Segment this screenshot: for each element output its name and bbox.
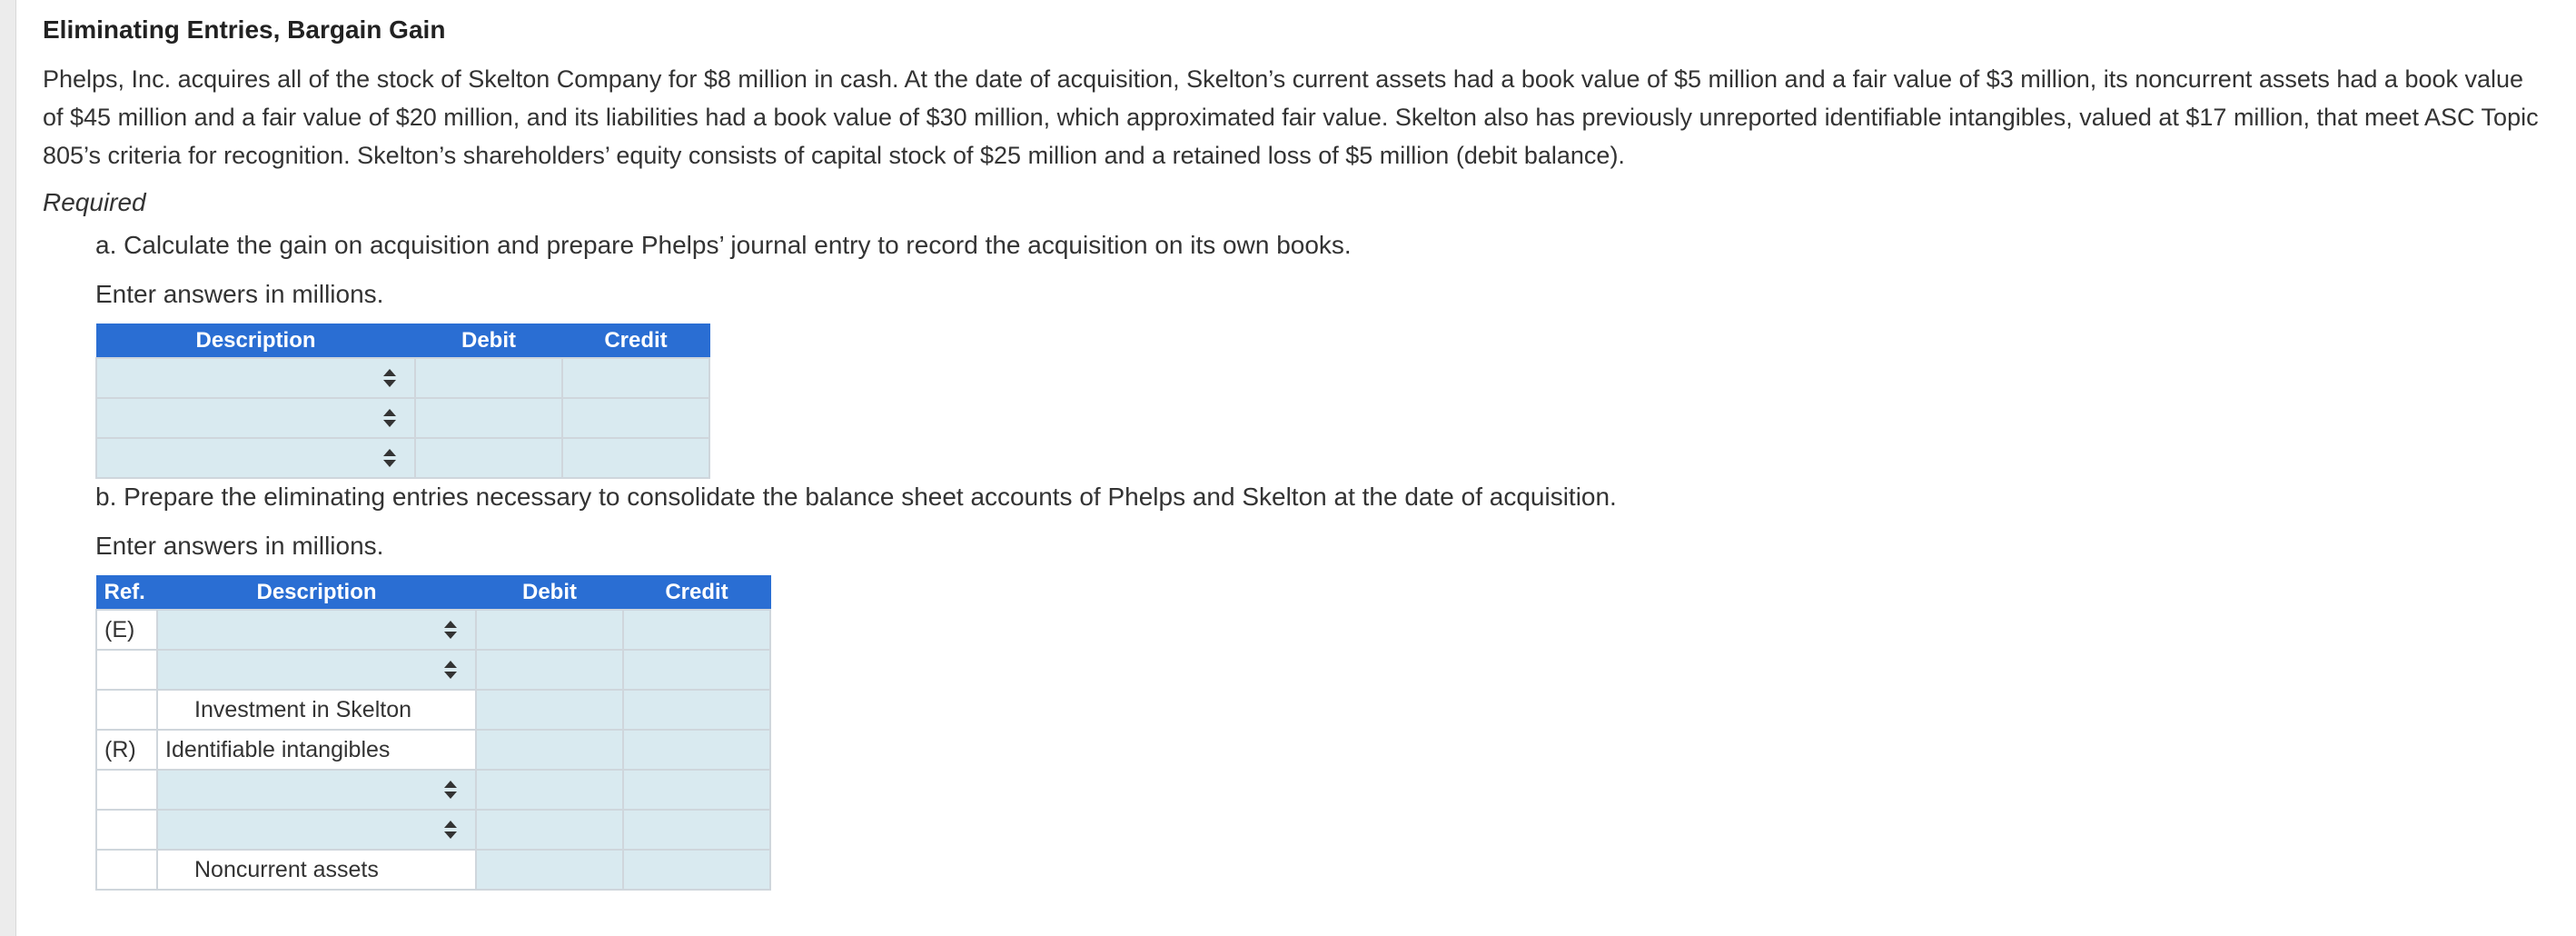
page [15, 0, 2576, 936]
debit-input[interactable] [476, 770, 623, 810]
part-b-row [96, 730, 770, 770]
credit-input[interactable] [562, 358, 709, 398]
credit-input[interactable] [562, 438, 709, 478]
row-ref: (R) [96, 730, 157, 770]
account-select[interactable] [96, 358, 415, 398]
credit-input[interactable] [623, 650, 770, 690]
problem-text: Phelps, Inc. acquires all of the stock of Skelton Company for $8 million in cash. At the date of acquisition, Skelton’s current assets had a book value of $5 million and a fair value of $3 million, its noncurrent assets had a book value of $45 million and a fair value of $20 million, and its liabilities had a book value of $30 million, which approximated fair value. Skelton also has previously unreported identifiable intangibles, valued at $17 million, that meet ASC Topic 805’s criteria for recognition. Skelton’s shareholders’ equity consists of capital stock of $25 million and a retained loss of $5 million (debit balance). [43, 65, 2539, 169]
select-arrows-icon [383, 369, 396, 387]
select-arrows-icon [444, 821, 457, 839]
debit-input[interactable] [415, 398, 562, 438]
row-ref [96, 690, 157, 730]
problem-content [43, 13, 2550, 891]
account-select[interactable] [96, 398, 415, 438]
credit-input[interactable] [623, 730, 770, 770]
part-a-row [96, 438, 709, 478]
part-a-credit-header: Credit [562, 324, 709, 359]
select-arrows-icon [444, 621, 457, 639]
account-select[interactable] [157, 810, 476, 850]
part-a-row [96, 358, 709, 398]
part-a-question: a. Calculate the gain on acquisition and prepare Phelps’ journal entry to record the acquisition on its own books. [95, 231, 1352, 259]
problem-title: Eliminating Entries, Bargain Gain [43, 15, 446, 44]
account-select[interactable] [157, 610, 476, 650]
part-a-journal-table [95, 324, 710, 479]
credit-input[interactable] [623, 610, 770, 650]
part-b-note: Enter answers in millions. [95, 532, 384, 560]
debit-input[interactable] [415, 438, 562, 478]
part-b-debit-header: Debit [476, 576, 623, 611]
debit-input[interactable] [476, 850, 623, 890]
part-a-description-header: Description [96, 324, 415, 359]
part-b-description-header: Description [157, 576, 476, 611]
part-a-note: Enter answers in millions. [95, 280, 384, 308]
credit-input[interactable] [623, 690, 770, 730]
credit-input[interactable] [623, 770, 770, 810]
debit-input[interactable] [476, 690, 623, 730]
credit-input[interactable] [623, 850, 770, 890]
row-ref [96, 810, 157, 850]
row-ref [96, 850, 157, 890]
row-ref [96, 650, 157, 690]
account-label: Noncurrent assets [157, 850, 476, 890]
account-select[interactable] [157, 650, 476, 690]
account-label: Identifiable intangibles [157, 730, 476, 770]
part-b-row [96, 770, 770, 810]
account-select[interactable] [96, 438, 415, 478]
select-arrows-icon [383, 449, 396, 467]
part-a [95, 227, 2550, 479]
part-b-journal-table [95, 575, 771, 891]
part-b-row [96, 690, 770, 730]
account-select[interactable] [157, 770, 476, 810]
row-ref [96, 770, 157, 810]
select-arrows-icon [444, 781, 457, 799]
part-b-ref-header: Ref. [96, 576, 157, 611]
debit-input[interactable] [476, 650, 623, 690]
debit-input[interactable] [476, 730, 623, 770]
part-b-row [96, 850, 770, 890]
part-b-credit-header: Credit [623, 576, 770, 611]
part-b [95, 479, 2550, 891]
part-b-header-row [96, 576, 770, 611]
row-ref: (E) [96, 610, 157, 650]
part-b-question: b. Prepare the eliminating entries necessary to consolidate the balance sheet accounts of Phelps and Skelton at the date of acquisition. [95, 483, 1617, 511]
debit-input[interactable] [476, 610, 623, 650]
select-arrows-icon [444, 661, 457, 679]
required-label: Required [43, 188, 146, 216]
part-b-row [96, 650, 770, 690]
select-arrows-icon [383, 409, 396, 427]
account-label: Investment in Skelton [157, 690, 476, 730]
part-a-debit-header: Debit [415, 324, 562, 359]
part-a-header-row [96, 324, 709, 359]
debit-input[interactable] [415, 358, 562, 398]
part-a-row [96, 398, 709, 438]
debit-input[interactable] [476, 810, 623, 850]
credit-input[interactable] [623, 810, 770, 850]
part-b-row [96, 810, 770, 850]
part-b-row [96, 610, 770, 650]
credit-input[interactable] [562, 398, 709, 438]
